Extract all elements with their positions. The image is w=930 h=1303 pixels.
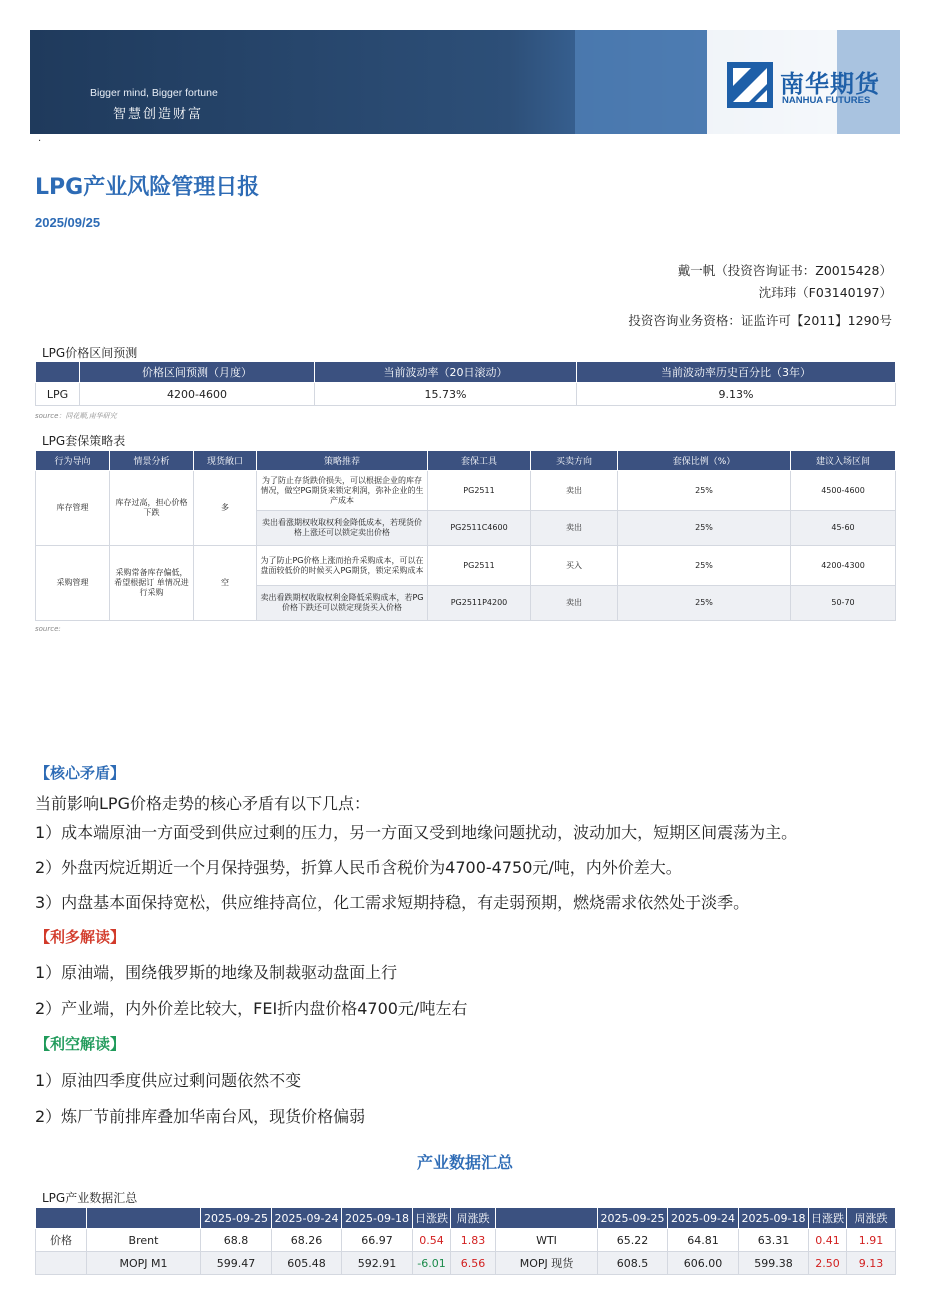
- table-cell: LPG: [36, 383, 80, 406]
- table-header: 当前波动率历史百分比（3年）: [577, 362, 896, 383]
- table-header: 买卖方向: [531, 451, 618, 471]
- table-cell: 50-70: [791, 586, 896, 621]
- table-cell: 卖出: [531, 586, 618, 621]
- table-cell: 6.56: [451, 1252, 496, 1275]
- author-line: 沈玮玮（F03140197）: [758, 285, 892, 300]
- table-cell: 0.54: [413, 1229, 451, 1252]
- bullish-point: 1）原油端，围绕俄罗斯的地缘及制裁驱动盘面上行: [35, 963, 398, 982]
- bearish-point: 2）炼厂节前排库叠加华南台风，现货价格偏弱: [35, 1107, 366, 1126]
- table-row: [36, 1229, 896, 1252]
- header-banner: [30, 30, 900, 134]
- hedge-table-label: LPG套保策略表: [42, 434, 126, 448]
- table-cell: PG2511C4600: [428, 511, 531, 546]
- table-cell: 卖出看跌期权收取权利金降低采购成本，若PG价格下跌还可以锁定现货买入价格: [257, 586, 428, 621]
- table-cell: 25%: [618, 586, 791, 621]
- core-heading: 【核心矛盾】: [35, 764, 126, 782]
- table-cell: 采购管理: [36, 546, 110, 621]
- table-row: [36, 471, 896, 511]
- core-point: 2）外盘丙烷近期近一个月保持强势，折算人民币含税价为4700-4750元/吨，内外价差大。: [35, 858, 682, 877]
- core-intro: 当前影响LPG价格走势的核心矛盾有以下几点：: [35, 794, 370, 813]
- bullish-heading: 【利多解读】: [35, 928, 126, 946]
- table-row: [36, 546, 896, 586]
- nanhua-logo-icon: [727, 62, 773, 108]
- table-cell: 66.97: [342, 1229, 413, 1252]
- table-cell: 599.38: [739, 1252, 809, 1275]
- table-cell: 采购常备库存偏低，希望根据订 单情况进行采购: [110, 546, 194, 621]
- table-cell: PG2511: [428, 546, 531, 586]
- slogan-cn: 智慧创造财富: [113, 107, 204, 122]
- table-cell: 25%: [618, 546, 791, 586]
- author-line: 戴一帆（投资咨询证书：Z0015428）: [677, 263, 892, 278]
- table-header: [87, 1208, 201, 1229]
- table-cell: 1.83: [451, 1229, 496, 1252]
- table-cell: 卖出: [531, 511, 618, 546]
- table-row: [36, 383, 896, 406]
- table-cell: PG2511: [428, 471, 531, 511]
- core-point: 3）内盘基本面保持宽松，供应维持高位，化工需求短期持稳，有走弱预期，燃烧需求依然处于淡季。: [35, 893, 750, 912]
- table-cell: [36, 1252, 87, 1275]
- hedge-strategy-table: [35, 450, 896, 621]
- table-header: 2025-09-24: [668, 1208, 739, 1229]
- table-header: 策略推荐: [257, 451, 428, 471]
- table-cell: 9.13%: [577, 383, 896, 406]
- summary-title: 产业数据汇总: [416, 1153, 513, 1172]
- table-cell: 4200-4600: [80, 383, 315, 406]
- bullet-dot: ·: [38, 136, 42, 147]
- table-cell: 多: [194, 471, 257, 546]
- table-header: 2025-09-18: [739, 1208, 809, 1229]
- table-header-row: [36, 1208, 896, 1229]
- table-cell: 63.31: [739, 1229, 809, 1252]
- table-header: 现货敞口: [194, 451, 257, 471]
- table-cell: 卖出: [531, 471, 618, 511]
- table-header: [36, 362, 80, 383]
- table-header: 2025-09-24: [272, 1208, 342, 1229]
- table-header: 建议入场区间: [791, 451, 896, 471]
- table-cell: 1.91: [847, 1229, 896, 1252]
- table-cell: 45-60: [791, 511, 896, 546]
- bearish-point: 1）原油四季度供应过剩问题依然不变: [35, 1071, 302, 1090]
- table-cell: 599.47: [201, 1252, 272, 1275]
- table-cell: 4200-4300: [791, 546, 896, 586]
- table-header: [496, 1208, 598, 1229]
- table-cell: 605.48: [272, 1252, 342, 1275]
- table-cell: 为了防止PG价格上涨而抬升采购成本，可以在盘面较低价的时候买入PG期货，锁定采购成本: [257, 546, 428, 586]
- logo-name-en: NANHUA FUTURES: [782, 95, 871, 106]
- table-cell: PG2511P4200: [428, 586, 531, 621]
- bullish-point: 2）产业端，内外价差比较大，FEI折内盘价格4700元/吨左右: [35, 999, 468, 1018]
- core-point: 1）成本端原油一方面受到供应过剩的压力，另一方面又受到地缘问题扰动，波动加大，短期区间震荡为主。: [35, 823, 798, 842]
- price-range-label: LPG价格区间预测: [42, 346, 138, 360]
- table-header: 套保工具: [428, 451, 531, 471]
- table-cell: Brent: [87, 1229, 201, 1252]
- table-cell: 592.91: [342, 1252, 413, 1275]
- table-cell: 为了防止存货跌价损失，可以根据企业的库存情况，做空PG期货来锁定利润，弥补企业的生产成本: [257, 471, 428, 511]
- logo-name-cn: 南华期货: [780, 70, 880, 98]
- table-header: 日涨跌: [413, 1208, 451, 1229]
- table-cell: 25%: [618, 471, 791, 511]
- table-cell: 64.81: [668, 1229, 739, 1252]
- table-cell: 25%: [618, 511, 791, 546]
- table-header: [36, 1208, 87, 1229]
- table-header: 行为导向: [36, 451, 110, 471]
- table-header: 2025-09-18: [342, 1208, 413, 1229]
- source-note: source：同花顺,南华研究: [35, 412, 117, 420]
- bearish-heading: 【利空解读】: [35, 1035, 126, 1053]
- table-cell: -6.01: [413, 1252, 451, 1275]
- table-cell: WTI: [496, 1229, 598, 1252]
- summary-label: LPG产业数据汇总: [42, 1191, 138, 1205]
- report-title: LPG产业风险管理日报: [35, 175, 260, 200]
- table-cell: 买入: [531, 546, 618, 586]
- table-header: 套保比例（%）: [618, 451, 791, 471]
- table-cell: 65.22: [598, 1229, 668, 1252]
- table-cell: 卖出看涨期权收取权利金降低成本，若现货价格上涨还可以锁定卖出价格: [257, 511, 428, 546]
- table-header: 2025-09-25: [598, 1208, 668, 1229]
- table-cell: 9.13: [847, 1252, 896, 1275]
- table-cell: 库存过高，担心价格下跌: [110, 471, 194, 546]
- license-line: 投资咨询业务资格：证监许可【2011】1290号: [628, 313, 892, 328]
- table-header-row: [36, 451, 896, 471]
- table-cell: 4500-4600: [791, 471, 896, 511]
- table-cell: 68.26: [272, 1229, 342, 1252]
- table-cell: 606.00: [668, 1252, 739, 1275]
- slogan-en: Bigger mind, Bigger fortune: [90, 87, 218, 99]
- table-cell: 价格: [36, 1229, 87, 1252]
- table-header: 价格区间预测（月度）: [80, 362, 315, 383]
- banner-band: [575, 30, 707, 134]
- table-cell: 608.5: [598, 1252, 668, 1275]
- table-cell: 0.41: [809, 1229, 847, 1252]
- table-cell: MOPJ 现货: [496, 1252, 598, 1275]
- table-header: 周涨跌: [451, 1208, 496, 1229]
- industry-data-table: [35, 1207, 896, 1275]
- table-header: 日涨跌: [809, 1208, 847, 1229]
- table-cell: 库存管理: [36, 471, 110, 546]
- table-cell: 68.8: [201, 1229, 272, 1252]
- table-cell: MOPJ M1: [87, 1252, 201, 1275]
- source-note: source:: [35, 625, 61, 633]
- table-header: 情景分析: [110, 451, 194, 471]
- price-range-table: [35, 361, 896, 406]
- table-cell: 空: [194, 546, 257, 621]
- table-header: 2025-09-25: [201, 1208, 272, 1229]
- table-header: 当前波动率（20日滚动）: [315, 362, 577, 383]
- table-cell: 2.50: [809, 1252, 847, 1275]
- table-cell: 15.73%: [315, 383, 577, 406]
- table-row: [36, 1252, 896, 1275]
- table-header: 周涨跌: [847, 1208, 896, 1229]
- table-header-row: [36, 362, 896, 383]
- report-date: 2025/09/25: [35, 215, 101, 230]
